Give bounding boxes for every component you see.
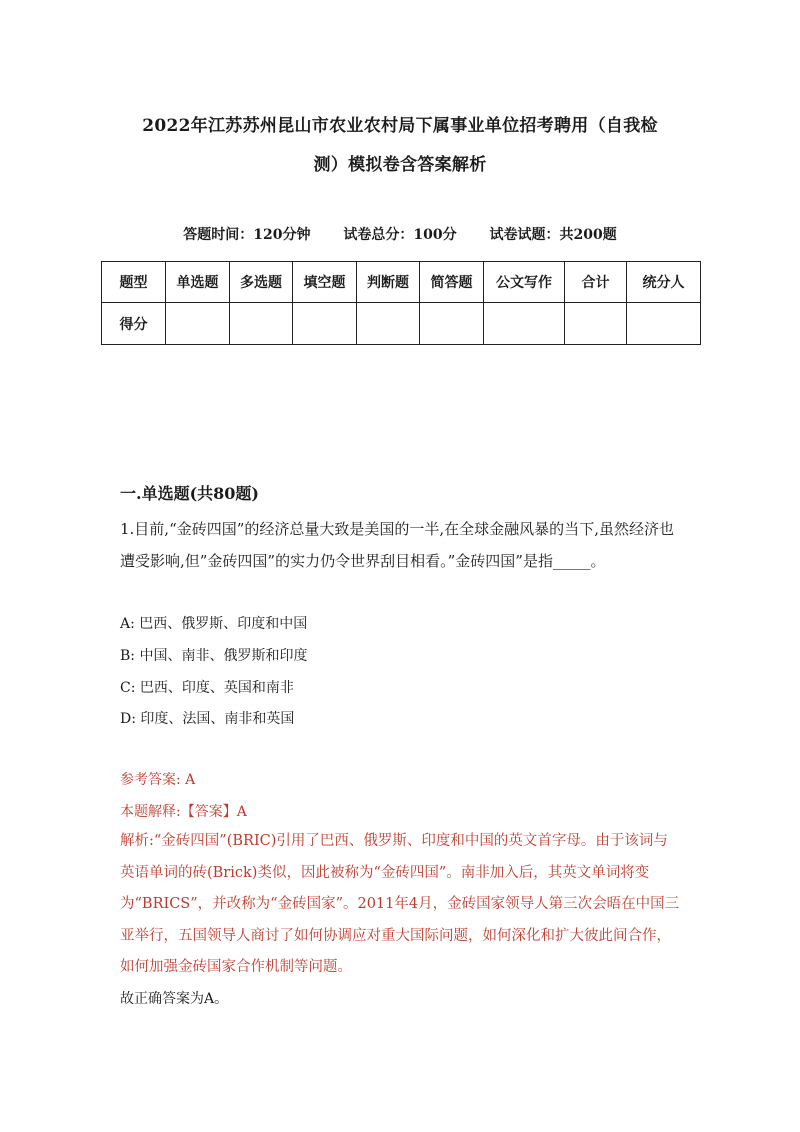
score-table-score-row xyxy=(102,303,701,345)
section-title: 一.单选题(共80题) xyxy=(120,484,259,503)
score-empty-cell xyxy=(166,303,230,345)
score-empty-cell xyxy=(293,303,357,345)
score-empty-cell xyxy=(357,303,420,345)
option-c: C: 巴西、印度、英国和南非 xyxy=(120,680,294,696)
score-empty-cell xyxy=(627,303,701,345)
score-row-label: 得分 xyxy=(102,303,166,345)
explanation-text: 解析:“金砖四国”(BRIC)引用了巴西、俄罗斯、印度和中国的英文首字母。由于该词与英语单词的砖(Brick)类似，因此被称为“金砖四国”。南非加入后，其英文单词将变为“BRICS”，并改称为“金砖国家”。2011年4月，金砖国家领导人第三次会晤在中国三亚举行，五国领导人商讨了如何协调应对重大国际问题，如何深化和扩大彼此间合作，如何加强金砖国家合作机制等问题。 xyxy=(120,833,680,975)
score-table-header-row xyxy=(102,262,701,303)
question-text: 1.目前,“金砖四国”的经济总量大致是美国的一半,在全球金融风暴的当下,虽然经济也遭受影响,但”金砖四国”的实力仍令世界刮目相看。”金砖四国”是指_____。 xyxy=(120,520,674,570)
conclusion-text: 故正确答案为A。 xyxy=(120,991,229,1007)
score-header-cell: 单选题 xyxy=(166,262,230,303)
score-header-cell: 多选题 xyxy=(230,262,293,303)
score-empty-cell xyxy=(420,303,484,345)
reference-answer: 参考答案: A xyxy=(120,772,196,788)
score-table xyxy=(101,261,701,345)
exam-time: 答题时间：120分钟 xyxy=(183,227,311,243)
score-header-cell: 统分人 xyxy=(627,262,701,303)
doc-title-line1: 2022年江苏苏州昆山市农业农村局下属事业单位招考聘用（自我检 xyxy=(142,116,658,136)
score-header-cell: 判断题 xyxy=(357,262,420,303)
exam-question-count: 试卷试题：共200题 xyxy=(489,227,617,243)
option-a: A: 巴西、俄罗斯、印度和中国 xyxy=(120,616,308,632)
explanation-label: 本题解释:【答案】A xyxy=(120,804,247,820)
option-b: B: 中国、南非、俄罗斯和印度 xyxy=(120,648,308,664)
score-header-cell: 公文写作 xyxy=(484,262,565,303)
exam-meta xyxy=(0,224,800,244)
score-header-cell: 合计 xyxy=(565,262,627,303)
score-empty-cell xyxy=(230,303,293,345)
score-header-cell: 题型 xyxy=(102,262,166,303)
exam-total-score: 试卷总分：100分 xyxy=(343,227,457,243)
option-d: D: 印度、法国、南非和英国 xyxy=(120,711,295,727)
score-header-cell: 填空题 xyxy=(293,262,357,303)
score-empty-cell xyxy=(484,303,565,345)
doc-title-line2: 测）模拟卷含答案解析 xyxy=(313,155,487,175)
score-header-cell: 简答题 xyxy=(420,262,484,303)
score-empty-cell xyxy=(565,303,627,345)
